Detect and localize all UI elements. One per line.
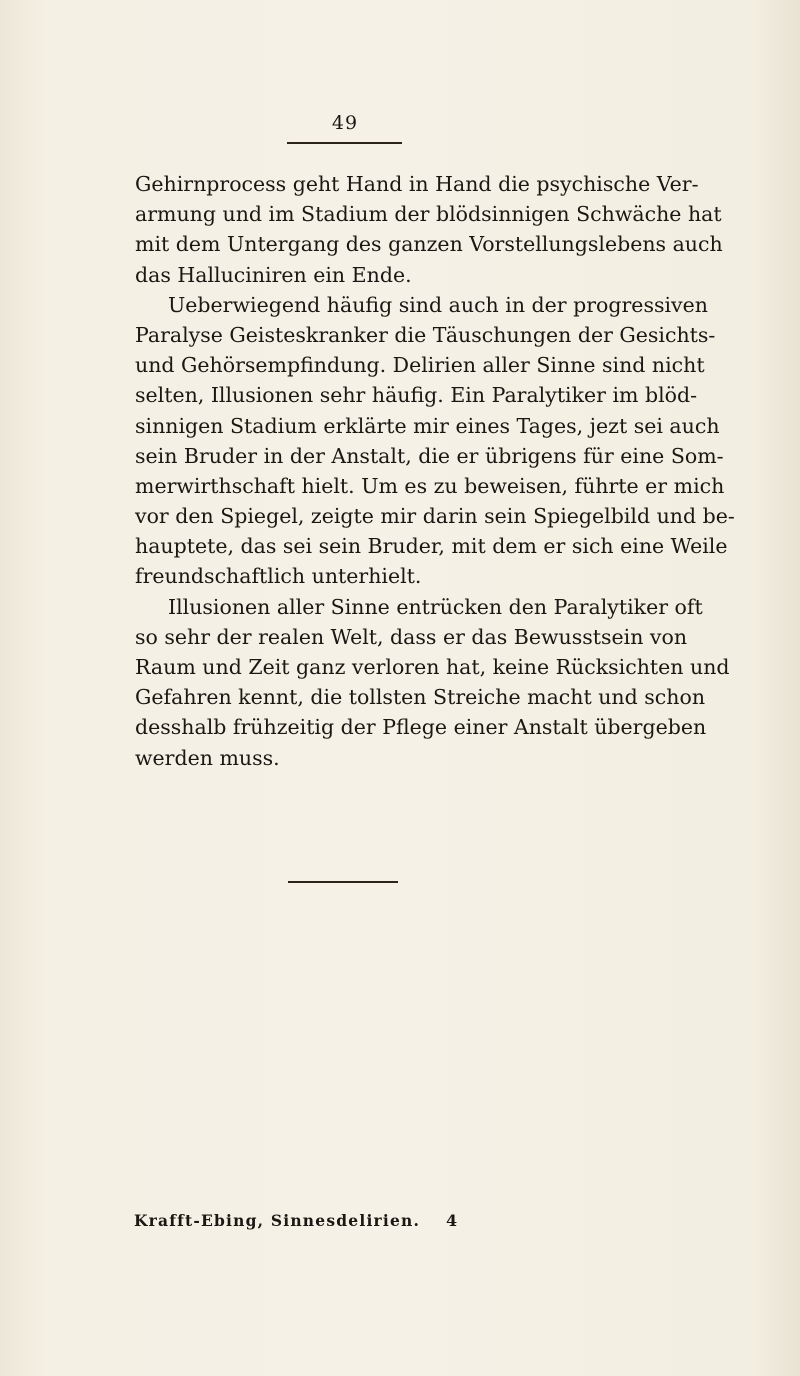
footer-sheet-mark: 4: [446, 1211, 458, 1230]
text-line: selten, Illusionen sehr häufig. Ein Paralytiker im blöd-: [135, 383, 698, 408]
text-line: Ueberwiegend häufig sind auch in der progressiven: [168, 292, 708, 317]
text-line: Gehirnprocess geht Hand in Hand die psychische Ver-: [135, 172, 699, 196]
text-line: sinnigen Stadium erklärte mir eines Tages, jezt sei auch: [135, 413, 720, 438]
text-line: desshalb frühzeitig der Pflege einer Anstalt übergeben: [135, 715, 707, 740]
text-line: hauptete, das sei sein Bruder, mit dem er sich eine Weile: [135, 534, 728, 559]
text-line: Gefahren kennt, die tollsten Streiche macht und schon: [135, 685, 706, 710]
text-line: und Gehörsempfindung. Delirien aller Sinne sind nicht: [135, 353, 705, 378]
text-line: Illusionen aller Sinne entrücken den Paralytiker oft: [168, 594, 703, 619]
text-line: so sehr der realen Welt, dass er das Bewusstsein von: [135, 624, 688, 649]
text-line: mit dem Untergang des ganzen Vorstellungslebens auch: [135, 232, 723, 257]
text-line: vor den Spiegel, zeigte mir darin sein Spiegelbild und be-: [135, 504, 735, 529]
text-line: Paralyse Geisteskranker die Täuschungen der Gesichts-: [135, 322, 716, 347]
text-line: Raum und Zeit ganz verloren hat, keine Rücksichten und: [135, 655, 730, 679]
text-line: werden muss.: [135, 745, 280, 770]
footer-signature: Krafft-Ebing, Sinnesdelirien.: [134, 1211, 421, 1230]
page-number-underline: [287, 142, 402, 144]
page-number: 49: [331, 112, 359, 134]
body-text: [135, 169, 735, 773]
text-line: sein Bruder in der Anstalt, die er übrigens für eine Som-: [135, 443, 724, 468]
text-line: armung und im Stadium der blödsinnigen Schwäche hat: [135, 202, 722, 227]
text-line: das Halluciniren ein Ende.: [135, 262, 412, 287]
text-line: freundschaftlich unterhielt.: [135, 564, 422, 589]
section-end-rule: [288, 881, 398, 883]
text-line: merwirthschaft hielt. Um es zu beweisen, führte er mich: [135, 473, 725, 498]
